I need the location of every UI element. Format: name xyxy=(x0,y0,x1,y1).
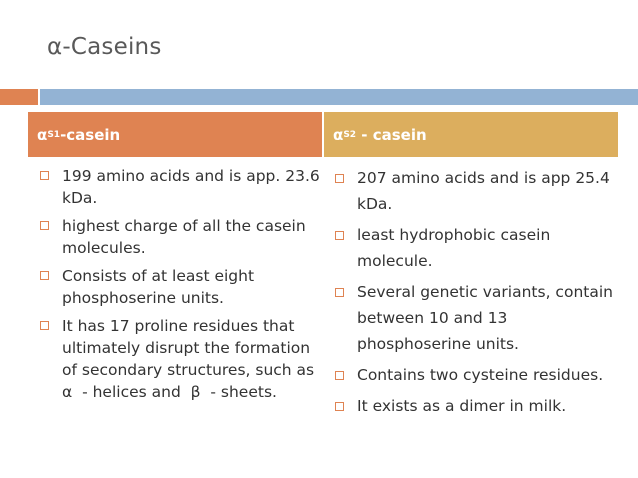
square-bullet-icon xyxy=(335,231,344,240)
square-bullet-icon xyxy=(335,371,344,380)
header-subscript: S1 xyxy=(47,129,61,140)
list-item-text: 199 amino acids and is app. 23.6 kDa. xyxy=(62,167,320,207)
list-item-text: highest charge of all the casein molecules. xyxy=(62,217,306,257)
list-item xyxy=(331,362,616,388)
square-bullet-icon xyxy=(335,402,344,411)
list-item-text: 207 amino acids and is app 25.4 kDa. xyxy=(357,169,610,213)
list-item-text: Consists of at least eight phosphoserine units. xyxy=(62,267,255,307)
header-prefix: α xyxy=(333,125,344,144)
square-bullet-icon xyxy=(40,321,49,330)
square-bullet-icon xyxy=(40,271,49,280)
slide-title: α-Caseins xyxy=(47,34,162,60)
accent-bar-orange xyxy=(0,89,38,105)
header-subscript: S2 xyxy=(343,129,357,140)
list-item xyxy=(331,279,616,357)
alpha-s1-bullet-list xyxy=(36,165,326,409)
list-item-text: It exists as a dimer in milk. xyxy=(357,397,567,415)
list-item xyxy=(36,215,326,259)
header-alpha-s2-casein xyxy=(324,112,618,157)
list-item-text: Contains two cysteine residues. xyxy=(357,366,604,384)
square-bullet-icon xyxy=(335,174,344,183)
accent-bar-blue xyxy=(40,89,638,105)
square-bullet-icon xyxy=(335,288,344,297)
header-suffix: -casein xyxy=(60,125,121,144)
list-item xyxy=(331,165,616,217)
list-item-text: Several genetic variants, contain between 10 and 13 phosphoserine units. xyxy=(357,283,613,353)
header-prefix: α xyxy=(37,125,48,144)
list-item-text: least hydrophobic casein molecule. xyxy=(357,226,551,270)
list-item xyxy=(36,165,326,209)
header-suffix: - casein xyxy=(356,125,427,144)
alpha-s2-bullet-list xyxy=(331,165,616,424)
list-item xyxy=(331,222,616,274)
header-alpha-s1-casein xyxy=(28,112,322,157)
list-item xyxy=(331,393,616,419)
list-item-text: It has 17 proline residues that ultimately disrupt the formation of secondary structures, such as α - helices and β - sheets. xyxy=(62,317,324,401)
list-item xyxy=(36,315,326,403)
list-item xyxy=(36,265,326,309)
square-bullet-icon xyxy=(40,221,49,230)
square-bullet-icon xyxy=(40,171,49,180)
